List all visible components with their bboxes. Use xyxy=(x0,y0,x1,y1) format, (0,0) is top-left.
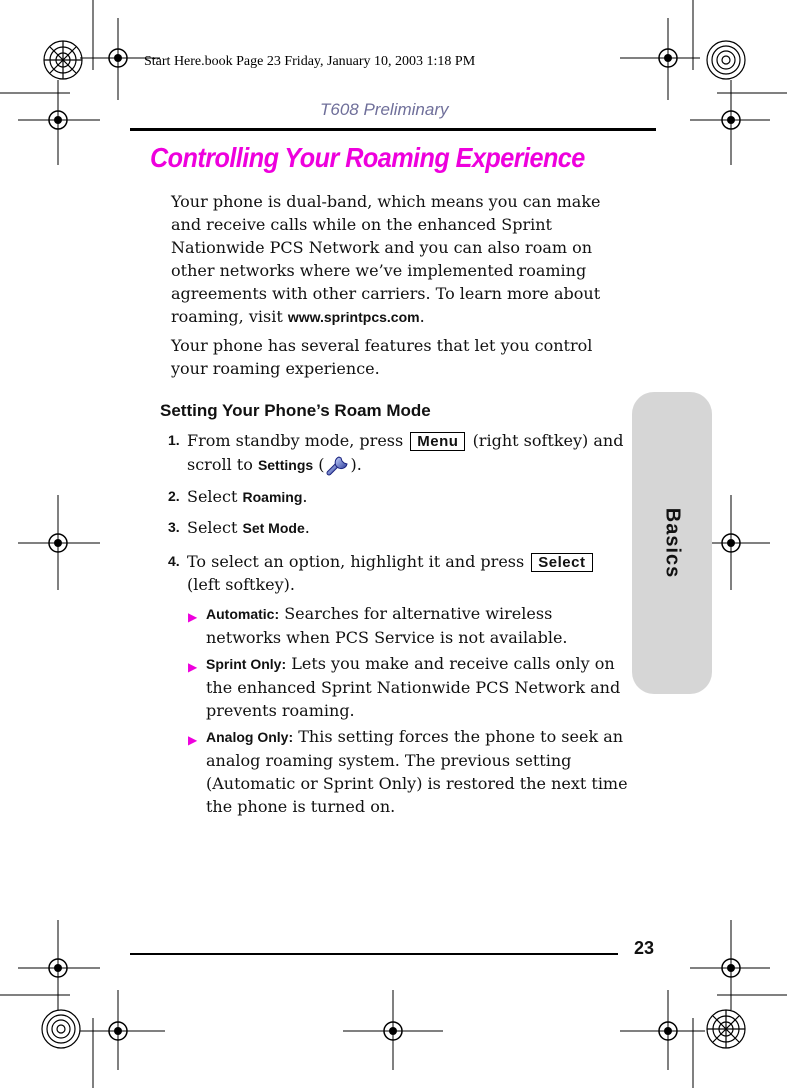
intro-paragraph-1 xyxy=(171,190,631,329)
running-head: T608 Preliminary xyxy=(320,100,449,119)
step-text: Select xyxy=(187,518,238,537)
step-end: . xyxy=(302,487,308,506)
wrench-icon xyxy=(325,452,351,476)
intro-end: . xyxy=(419,307,425,326)
bullet-arrow-icon: ▶ xyxy=(188,610,198,624)
bullet-arrow-icon: ▶ xyxy=(188,660,198,674)
settings-keyword: Settings xyxy=(257,457,314,473)
sprintpcs-link[interactable]: www.sprintpcs.com xyxy=(287,309,420,325)
option-text: Searches for alternative wireless networks when PCS Service is not available. xyxy=(206,604,568,647)
print-info-line: Start Here.book Page 23 Friday, January 10, 2003 1:18 PM xyxy=(144,54,476,69)
intro-text: Your phone is dual-band, which means you can make and receive calls while on the enhanced Sprint Nationwide PCS Network and you can also roam on other networks where we’ve implemented roaming agreements with other carriers. To learn more about roaming, visit xyxy=(171,192,601,326)
step-end: . xyxy=(304,518,310,537)
option-text: Lets you make and receive calls only on the enhanced Sprint Nationwide PCS Network and prevents roaming. xyxy=(206,654,621,720)
top-rule xyxy=(130,128,656,131)
page-title: Controlling Your Roaming Experience xyxy=(150,142,585,173)
option-label: Analog Only: xyxy=(206,729,294,745)
bottom-rule xyxy=(130,953,618,955)
option-label: Sprint Only: xyxy=(206,656,287,672)
menu-softkey: Menu xyxy=(410,432,465,451)
step-text: From standby mode, press xyxy=(187,431,404,450)
page-number: 23 xyxy=(634,938,655,958)
step-end: (left softkey). xyxy=(187,575,295,594)
intro-paragraph-2: Your phone has several features that let you control your roaming experience. xyxy=(171,336,593,378)
step-number: 2. xyxy=(168,488,180,504)
step-text: Select xyxy=(187,487,238,506)
step-text: (right softkey) and scroll to xyxy=(187,431,624,474)
side-tab-label: Basics xyxy=(661,507,684,579)
section-heading: Setting Your Phone’s Roam Mode xyxy=(160,401,431,420)
step-text: To select an option, highlight it and press xyxy=(187,552,525,571)
step-number: 3. xyxy=(168,519,180,535)
bullet-arrow-icon: ▶ xyxy=(188,733,198,747)
option-label: Automatic: xyxy=(206,606,280,622)
step-number: 1. xyxy=(168,432,180,448)
roaming-keyword: Roaming xyxy=(242,489,303,505)
set-mode-keyword: Set Mode xyxy=(242,520,305,536)
step-number: 4. xyxy=(168,553,180,569)
paren-close: ). xyxy=(350,455,362,474)
option-text: This setting forces the phone to seek an analog roaming system. The previous setting (Automatic or Sprint Only) is restored the next time the phone is turned on. xyxy=(206,727,628,816)
paren-open: ( xyxy=(318,455,325,474)
select-softkey: Select xyxy=(531,553,592,572)
